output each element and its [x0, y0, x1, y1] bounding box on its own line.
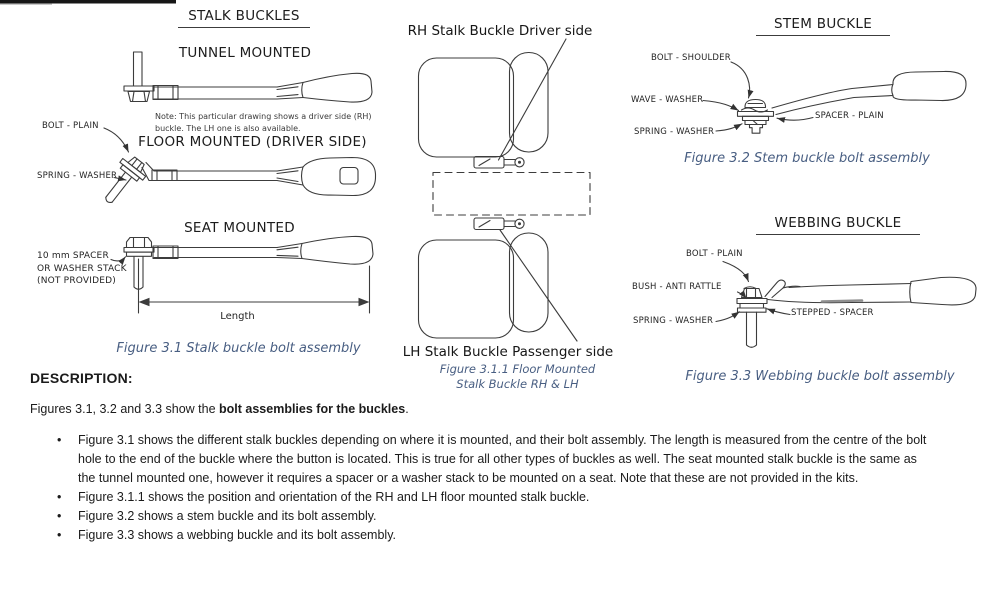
description-heading: DESCRIPTION: — [30, 370, 133, 386]
intro-bold: bolt assemblies for the buckles — [219, 402, 406, 416]
tunnel-dashed-outline — [433, 173, 590, 216]
seat-top-view-lh — [419, 218, 549, 338]
seat-top-view-rh — [419, 53, 549, 169]
figure-3-1-1-caption-line-1: Figure 3.1.1 Floor Mounted — [439, 362, 596, 376]
stepped-spacer-label: STEPPED - SPACER — [791, 308, 874, 318]
intro-suffix: . — [405, 402, 409, 416]
leader-wave-washer — [703, 101, 739, 111]
leader-spring-washer-webbing — [716, 312, 740, 322]
bullet-text: Figure 3.2 shows a stem buckle and its bolt assembly. — [78, 509, 377, 523]
scan-artifact — [0, 0, 176, 5]
figure-3-3-caption: Figure 3.3 Webbing buckle bolt assembly — [685, 369, 955, 384]
length-dimension-label: Length — [220, 311, 255, 322]
intro-prefix: Figures 3.1, 3.2 and 3.3 show the — [30, 402, 220, 416]
bullet-item-figure-3-1 — [57, 431, 937, 488]
bullet-item-figure-3-2 — [57, 507, 937, 526]
bush-anti-rattle-label: BUSH - ANTI RATTLE — [632, 282, 722, 292]
figure-3-1-1-caption-line-2: Stalk Buckle RH & LH — [456, 376, 579, 391]
lh-stalk-buckle-title: LH Stalk Buckle Passenger side — [402, 344, 614, 360]
spacer-label-line-2: OR WASHER STACK — [37, 263, 127, 274]
figure-3-1-1-caption — [430, 362, 605, 391]
floor-mounted-diagram — [96, 152, 375, 211]
pointer-line-rh — [499, 39, 567, 160]
spring-washer-webbing-label: SPRING - WASHER — [633, 316, 714, 326]
wave-washer-label: WAVE - WASHER — [631, 95, 704, 105]
bullet-item-figure-3-1-1 — [57, 488, 937, 507]
note-line-2: buckle. The LH one is also available. — [155, 123, 301, 133]
stem-buckle-title: STEM BUCKLE — [756, 16, 890, 36]
drawing-note — [155, 111, 372, 134]
seat-mounted-heading: SEAT MOUNTED — [184, 220, 295, 236]
leader-bolt-plain-webbing — [723, 262, 749, 282]
leader-bolt-shoulder — [731, 62, 750, 98]
bolt-shoulder-label: BOLT - SHOULDER — [651, 53, 731, 63]
bullet-text: Figure 3.3 shows a webbing buckle and its bolt assembly. — [78, 528, 396, 542]
spring-washer-stem-label: SPRING - WASHER — [634, 127, 715, 137]
tunnel-mounted-heading: TUNNEL MOUNTED — [178, 45, 312, 61]
bullet-icon: • — [57, 433, 62, 447]
webbing-buckle-title: WEBBING BUCKLE — [756, 215, 920, 235]
bullet-item-figure-3-3 — [57, 526, 937, 545]
spring-washer-label: SPRING - WASHER — [37, 171, 118, 181]
spacer-stack-label — [37, 250, 127, 288]
rh-stalk-buckle-title: RH Stalk Buckle Driver side — [407, 23, 593, 39]
bolt-plain-label: BOLT - PLAIN — [42, 121, 99, 131]
bullet-icon: • — [57, 509, 62, 523]
spacer-plain-label: SPACER - PLAIN — [815, 111, 884, 121]
pointer-line-lh — [500, 230, 577, 341]
description-bullet-list — [57, 431, 937, 545]
stem-buckle-diagram — [738, 71, 967, 133]
leader-spring-washer-stem — [716, 124, 742, 131]
floor-mounted-heading: FLOOR MOUNTED (DRIVER SIDE) — [138, 134, 367, 150]
spacer-label-line-1: 10 mm SPACER — [37, 251, 109, 261]
bullet-icon: • — [57, 490, 62, 504]
bolt-plain-webbing-label: BOLT - PLAIN — [686, 249, 743, 259]
spacer-label-line-3: (NOT PROVIDED) — [37, 276, 116, 286]
figure-3-1-caption: Figure 3.1 Stalk buckle bolt assembly — [116, 341, 361, 356]
seat-mounted-diagram — [124, 236, 373, 313]
leader-spacer-plain — [777, 118, 813, 121]
bullet-icon: • — [57, 528, 62, 542]
bullet-text: Figure 3.1 shows the different stalk buckles depending on where it is mounted, and their bolt assembly. The length is measured from the centre of the bolt hole to the end of the buckle where the button is located. This is true for all other types of buckles as well. The seat mounted stalk buckle is the same as the tunnel mounted one, however it requires a spacer or a washer stack to be mounted on a seat. Note that these are not provided in the kits. — [78, 433, 927, 485]
note-line-1: Note: This particular drawing shows a driver side (RH) — [155, 112, 372, 121]
description-intro — [30, 402, 409, 416]
stalk-buckles-title: STALK BUCKLES — [178, 8, 310, 28]
leader-stepped-spacer — [767, 309, 790, 315]
figure-3-2-caption: Figure 3.2 Stem buckle bolt assembly — [684, 151, 930, 166]
bullet-text: Figure 3.1.1 shows the position and orientation of the RH and LH floor mounted stalk buckle. — [78, 490, 590, 504]
